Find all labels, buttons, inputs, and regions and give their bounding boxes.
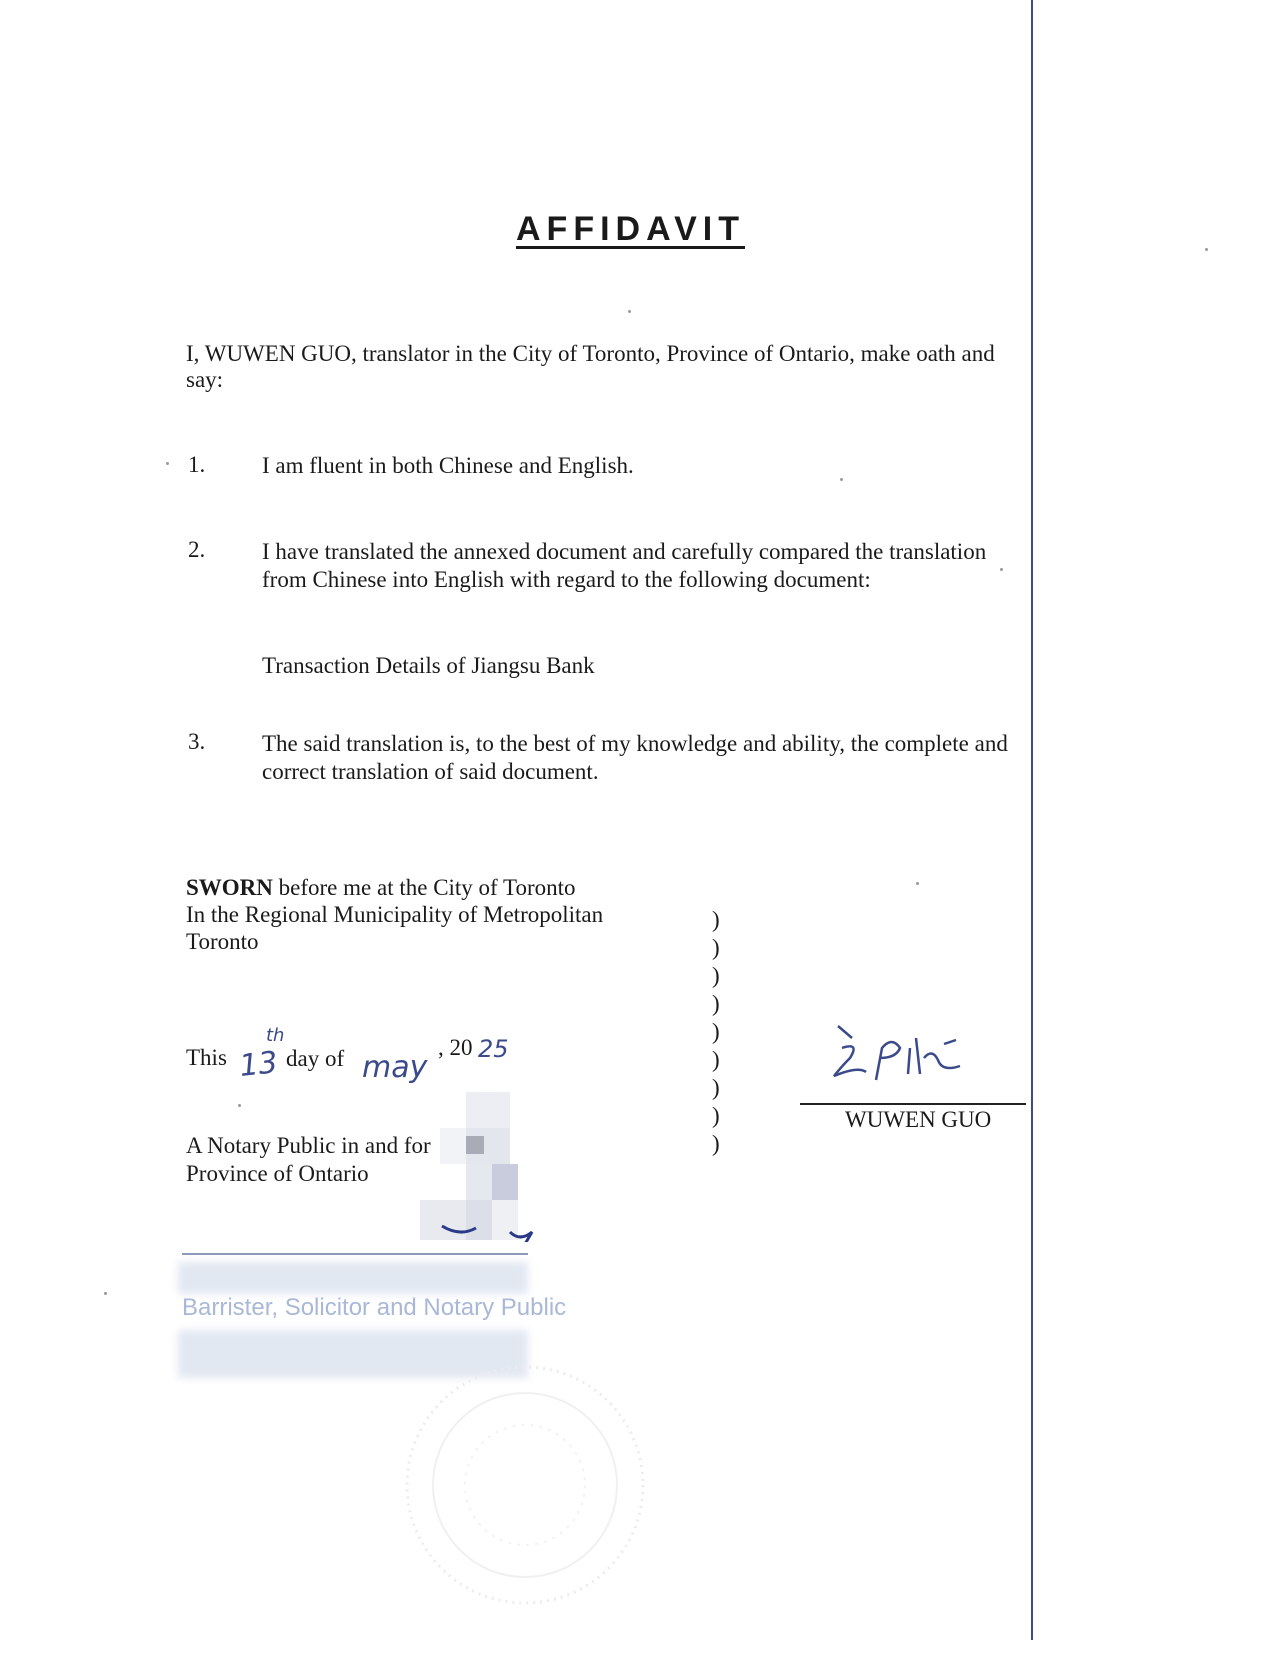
item-2-line-1: I have translated the annexed document and carefully compared the translation — [262, 539, 987, 564]
handwritten-day-suffix: th — [266, 1025, 285, 1046]
item-number-2: 2. — [188, 537, 206, 562]
sworn-line-1 — [186, 874, 576, 902]
date-this: This — [186, 1045, 227, 1070]
notary-line-1: A Notary Public in and for — [186, 1133, 431, 1158]
notary-line-2: Province of Ontario — [186, 1161, 369, 1186]
redacted-notary-name — [178, 1262, 528, 1294]
handwritten-month: may — [362, 1050, 428, 1085]
notary-stamp-title: Barrister, Solicitor and Notary Public — [182, 1294, 567, 1321]
page-title: AFFIDAVIT — [516, 210, 746, 248]
signer-signature-line — [800, 1103, 1026, 1105]
item-number-1: 1. — [188, 452, 206, 477]
date-day-of: day of — [286, 1046, 345, 1071]
sworn-rest: before me at the City of Toronto — [272, 875, 576, 900]
item-3-line-1: The said translation is, to the best of my knowledge and ability, the complete and — [262, 731, 1008, 756]
item-1-line-1: I am fluent in both Chinese and English. — [262, 453, 634, 478]
parenthesis: ) — [712, 1019, 720, 1044]
parenthesis: ) — [712, 963, 720, 988]
signer-name: WUWEN GUO — [845, 1107, 992, 1132]
handwritten-day: 13 — [237, 1045, 280, 1084]
document-name: Transaction Details of Jiangsu Bank — [262, 653, 595, 678]
parenthesis: ) — [712, 1103, 720, 1128]
intro-line-1: I, WUWEN GUO, translator in the City of Toronto, Province of Ontario, make oath and — [186, 341, 995, 366]
sworn-line-3: Toronto — [186, 929, 259, 954]
parenthesis: ) — [712, 1131, 720, 1156]
parenthesis: ) — [712, 907, 720, 932]
intro-line-2: say: — [186, 367, 224, 392]
sworn-bold: SWORN — [186, 875, 273, 900]
parenthesis: ) — [712, 1075, 720, 1100]
parenthesis: ) — [712, 1047, 720, 1072]
parenthesis: ) — [712, 991, 720, 1016]
notary-seal — [400, 1360, 650, 1610]
notary-signature-line — [182, 1253, 528, 1255]
sworn-line-2: In the Regional Municipality of Metropolitan — [186, 902, 604, 927]
margin-line — [1031, 0, 1033, 1640]
parenthesis: ) — [712, 935, 720, 960]
date-year-prefix: , 20 — [438, 1035, 473, 1060]
item-number-3: 3. — [188, 729, 206, 754]
item-3-line-2: correct translation of said document. — [262, 759, 599, 784]
item-2-line-2: from Chinese into English with regard to the following document: — [262, 567, 871, 592]
handwritten-year: 25 — [478, 1035, 509, 1063]
signer-signature — [820, 1018, 980, 1098]
redacted-mosaic — [420, 1092, 560, 1242]
